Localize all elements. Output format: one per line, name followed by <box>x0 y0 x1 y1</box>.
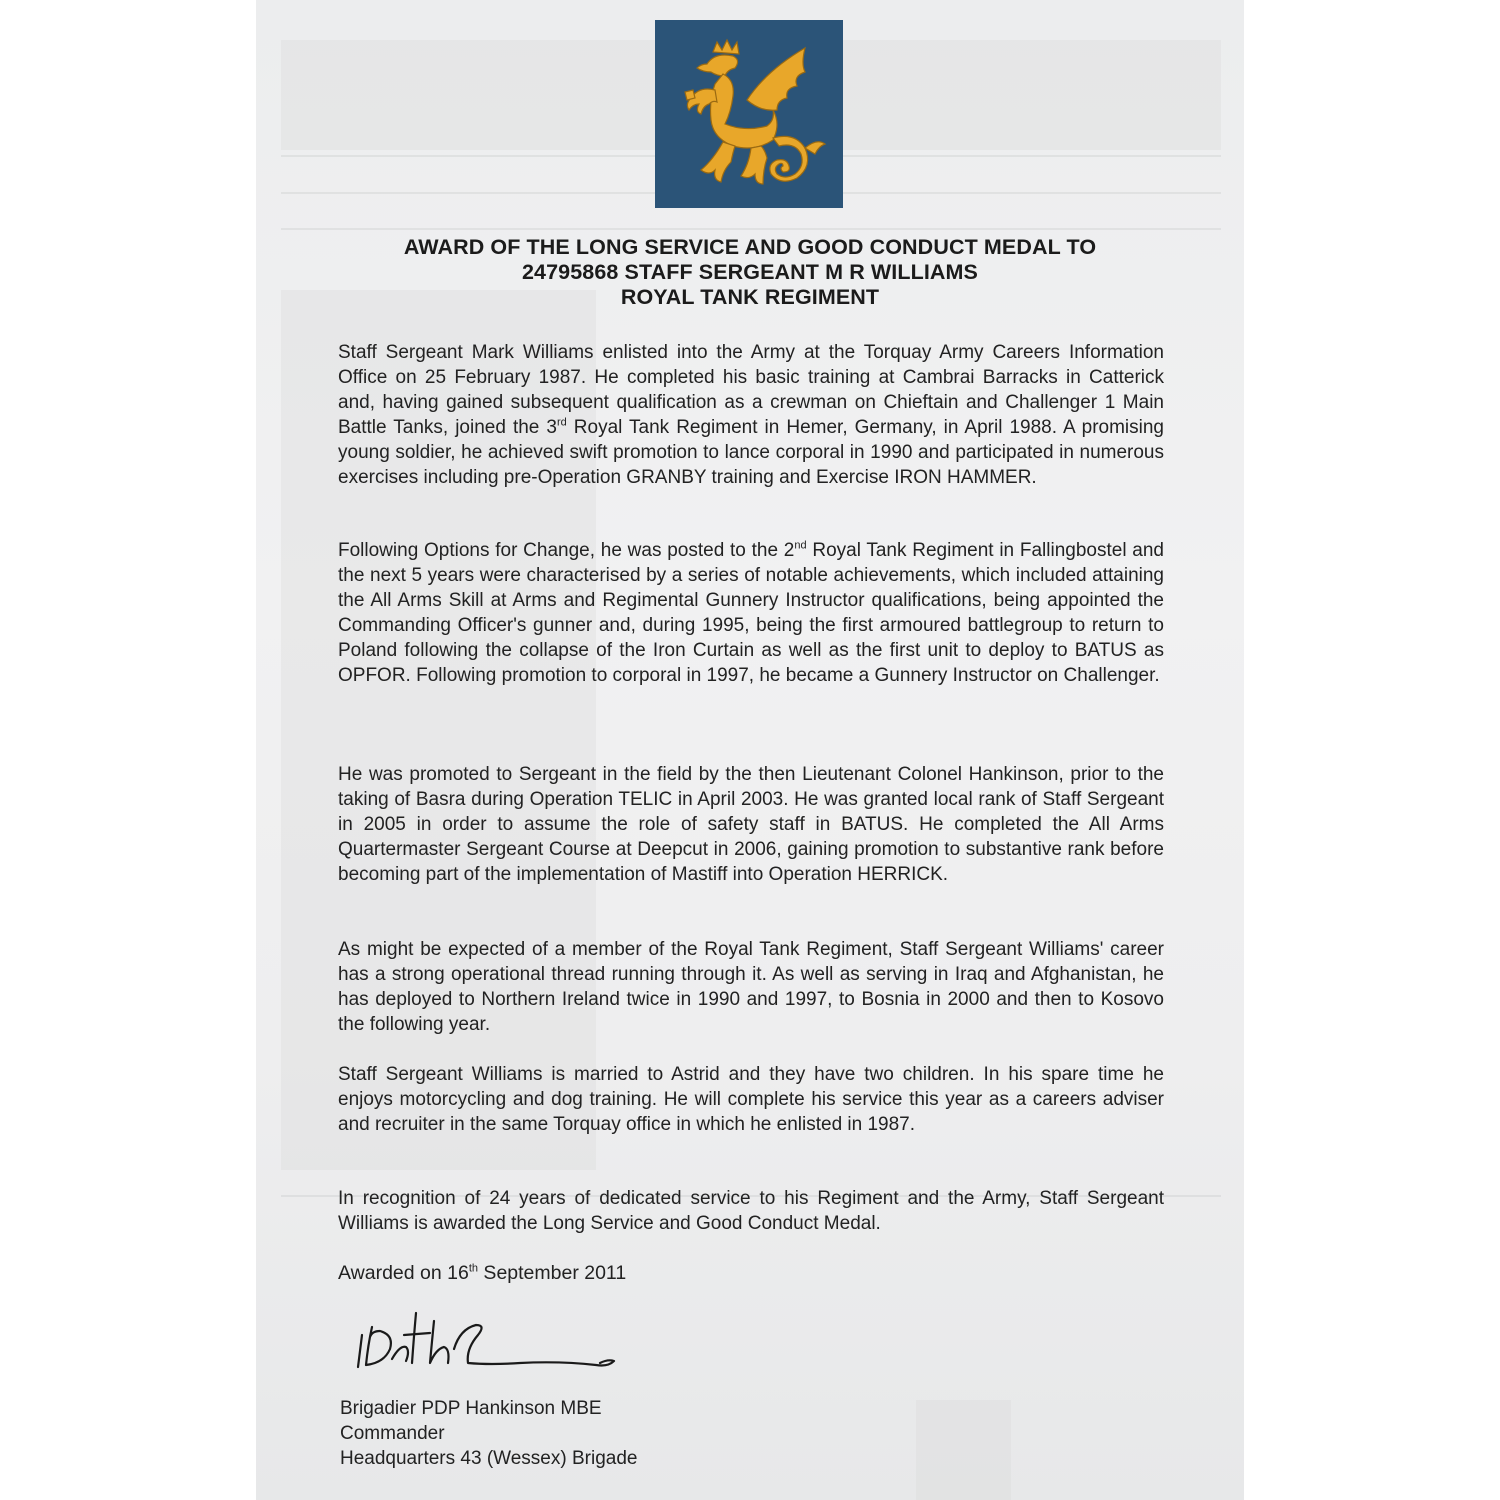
paragraph-operations: As might be expected of a member of the Royal Tank Regiment, Staff Sergeant Williams' career has a strong operational thread running through it. As well as serving in Iraq and Afghanistan, he has deployed to Northern Ireland twice in 1990 and 1997, to Bosnia in 2000 and then to Kosovo the following year. <box>338 939 1164 1035</box>
signatory-block <box>340 1396 637 1471</box>
paragraph-enlistment <box>338 340 1164 490</box>
award-date <box>338 1262 626 1285</box>
paragraph-options-text: Following Options for Change, he was posted to the 2 <box>338 540 795 561</box>
signatory-unit: Headquarters 43 (Wessex) Brigade <box>340 1448 638 1469</box>
ordinal-suffix: th <box>468 1262 479 1275</box>
dragon-badge <box>655 20 843 208</box>
paragraph-options-for-change <box>338 538 1164 688</box>
paragraph-promotion: He was promoted to Sergeant in the field by the then Lieutenant Colonel Hankinson, prior to the taking of Basra during Operation TELIC in April 2003. He was granted local rank of Staff Sergeant in 2005 in order to assume the role of safety staff in BATUS. He completed the All Arms Quartermaster Sergeant Course at Deepcut in 2006, gaining promotion to substantive rank before becoming part of the implementation of Mastiff into Operation HERRICK. <box>338 764 1164 885</box>
title-line-2: 24795868 STAFF SERGEANT M R WILLIAMS <box>522 260 978 284</box>
paragraph-enlistment-text: Staff Sergeant Mark Williams enlisted into the Army at the Torquay Army Careers Information Office on 25 February 1987. He completed his basic training at Cambrai Barracks in Catterick and, having gained subsequent qualification as a crewman on Chieftain and Challenger 1 Main Battle Tanks, joined the 3 <box>338 342 1164 438</box>
paragraph-family: Staff Sergeant Williams is married to Astrid and they have two children. In his spare time he enjoys motorcycling and dog training. He will complete his service this year as a careers adviser and recruiter in the same Torquay office in which he enlisted in 1987. <box>338 1064 1164 1135</box>
handwritten-signature-icon <box>350 1305 630 1385</box>
paragraph-enlistment-text-cont: Royal Tank Regiment in Hemer, Germany, in April 1988. A promising young soldier, he achieved swift promotion to lance corporal in 1990 and participated in numerous exercises including pre-Operation GRANBY training and Exercise IRON HAMMER. <box>338 417 1165 488</box>
welsh-dragon-icon <box>655 20 843 208</box>
title-line-1: AWARD OF THE LONG SERVICE AND GOOD CONDUCT MEDAL TO <box>403 235 1097 259</box>
paragraph-recognition: In recognition of 24 years of dedicated service to his Regiment and the Army, Staff Sergeant Williams is awarded the Long Service and Good Conduct Medal. <box>338 1188 1164 1234</box>
paragraph-options-text-cont: Royal Tank Regiment in Fallingbostel and the next 5 years were characterised by a series of notable achievements, which included attaining the All Arms Skill at Arms and Regimental Gunnery Instructor qualifications, being appointed the Commanding Officer's gunner and, during 1995, being the first armoured battlegroup to return to Poland following the collapse of the Iron Curtain as well as the first unit to deploy to BATUS as OPFOR. Following promotion to corporal in 1997, he became a Gunnery Instructor on Challenger. <box>338 540 1164 686</box>
show-through-line <box>281 228 1221 230</box>
ordinal-suffix: nd <box>794 539 807 552</box>
signatory-role: Commander <box>340 1423 445 1444</box>
award-date-text-cont: September 2011 <box>478 1262 627 1284</box>
ordinal-suffix: rd <box>556 416 567 429</box>
document-title <box>300 235 1200 310</box>
signatory-name: Brigadier PDP Hankinson MBE <box>340 1398 602 1419</box>
signature <box>350 1305 630 1385</box>
title-line-3: ROYAL TANK REGIMENT <box>620 285 880 309</box>
award-date-text: Awarded on 16 <box>338 1262 469 1284</box>
show-through-crest <box>916 1400 1011 1500</box>
